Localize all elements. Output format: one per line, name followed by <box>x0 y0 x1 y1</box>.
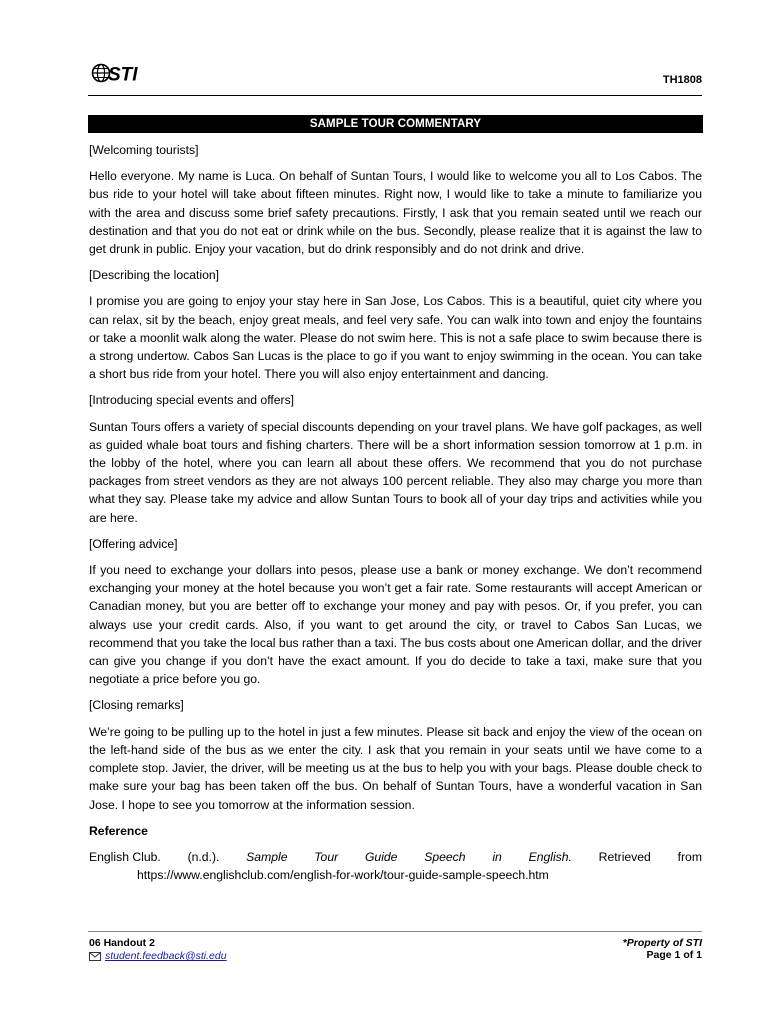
page-number: Page 1 of 1 <box>646 949 702 961</box>
sti-logo-icon <box>90 61 148 85</box>
section-text-welcoming: Hello everyone. My name is Luca. On behalf of Suntan Tours, I would like to welcome you all to Los Cabos. The bus ride to your hotel will take about fifteen minutes. Right now, I would like to take a minute to familiarize you with the area and discuss some brief safety precautions. Firstly, I ask that you remain seated until we reach our destination and that you do not eat or drink while on the bus. Secondly, please realize that it is against the law to get drunk in public. Enjoy your vacation, but do drink responsibly and do not drink and drive. <box>89 169 702 257</box>
reference-date: (n.d.). <box>187 849 220 864</box>
section-text-advice: If you need to exchange your dollars into pesos, please use a bank or money exchange. We don’t recommend exchanging your money at the hotel because you won’t get a fair rate. Some restaurants will accept American or Canadian money, but you are better off to exchange your money and pay with pesos. Or, if you prefer, you can always use your credit cards. Also, if you want to get around the city, or travel to Cabos San Lucas, we recommend that you take the local bus rather than a taxi. The bus costs about one American dollar, and the driver can give you change if you don’t have the exact amount. If you do decide to take a taxi, make sure that you negotiate a price before you go. <box>89 563 702 687</box>
property-notice: *Property of STI <box>622 937 702 949</box>
footer-right <box>623 937 702 961</box>
section-text-location: I promise you are going to enjoy your stay here in San Jose, Los Cabos. This is a beautiful, quiet city where you can relax, sit by the beach, enjoy great meals, and feel very safe. You can walk into town and enjoy the fountains or take a moonlit walk along the water. Please do not swim here. This is not a safe place to swim because there is a strong undertow. Cabos San Lucas is the place to go if you want to enjoy swimming in the ocean. You can take a short bus ride from your hotel. There you will also enjoy entertainment and dancing. <box>89 294 702 382</box>
section-heading-location: [Describing the location] <box>89 268 220 283</box>
reference-retrieved: Retrieved <box>598 849 651 864</box>
logo-text: STI <box>108 64 138 85</box>
reference-heading: Reference <box>89 823 148 838</box>
section-heading-advice: [Offering advice] <box>89 536 178 551</box>
reference-url: https://www.englishclub.com/english-for-work/tour-guide-sample-speech.htm <box>137 868 549 883</box>
section-text-closing: We’re going to be pulling up to the hotel in just a few minutes. Please sit back and enjoy the view of the ocean on the left-hand side of the bus as we enter the city. I ask that you remain in your seats until we have come to a complete stop. Javier, the driver, will be meeting us at the bus to help you with your bags. Please double check to make sure your bag has been taken off the bus. On behalf of Suntan Tours, have a wonderful vacation in San Jose. I hope to see you tomorrow at the information session. <box>89 724 702 812</box>
footer-left <box>89 937 227 962</box>
section-heading-closing: [Closing remarks] <box>89 698 184 713</box>
reference-title-word: Speech <box>424 849 466 864</box>
document-title: SAMPLE TOUR COMMENTARY <box>88 115 703 133</box>
footer-divider <box>88 931 702 932</box>
reference-title-word: Sample <box>246 849 288 864</box>
reference-title-word: Guide <box>364 849 398 864</box>
sti-logo <box>90 61 148 85</box>
reference-entry <box>89 848 702 884</box>
section-heading-welcoming: [Welcoming tourists] <box>89 143 199 157</box>
feedback-email-link[interactable]: student.feedback@sti.edu <box>105 950 227 962</box>
email-row <box>89 950 227 962</box>
reference-from: from <box>677 849 702 864</box>
document-code: TH1808 <box>662 74 702 86</box>
envelope-icon <box>89 952 101 961</box>
section-text-events: Suntan Tours offers a variety of special discounts depending on your travel plans. We have golf packages, as well as guided whale boat tours and fishing charters. There will be a short information session tomorrow at 1 p.m. in the lobby of the hotel, where you can learn all about these offers. We recommend that you do not purchase packages from street vendors as they are not always 100 percent reliable. They also may charge you more than what they say. Please take my advice and allow Suntan Tours to book all of your day trips and activities while you are here. <box>89 419 702 525</box>
header-divider <box>88 95 702 96</box>
section-heading-events: [Introducing special events and offers] <box>89 393 295 408</box>
reference-title-word: Tour <box>314 849 339 864</box>
reference-author: English Club. <box>89 849 161 864</box>
handout-label: 06 Handout 2 <box>89 937 155 949</box>
reference-title-word: English. <box>528 849 572 864</box>
reference-line <box>89 848 702 866</box>
reference-title-word: in <box>492 849 502 864</box>
document-body <box>89 141 702 884</box>
